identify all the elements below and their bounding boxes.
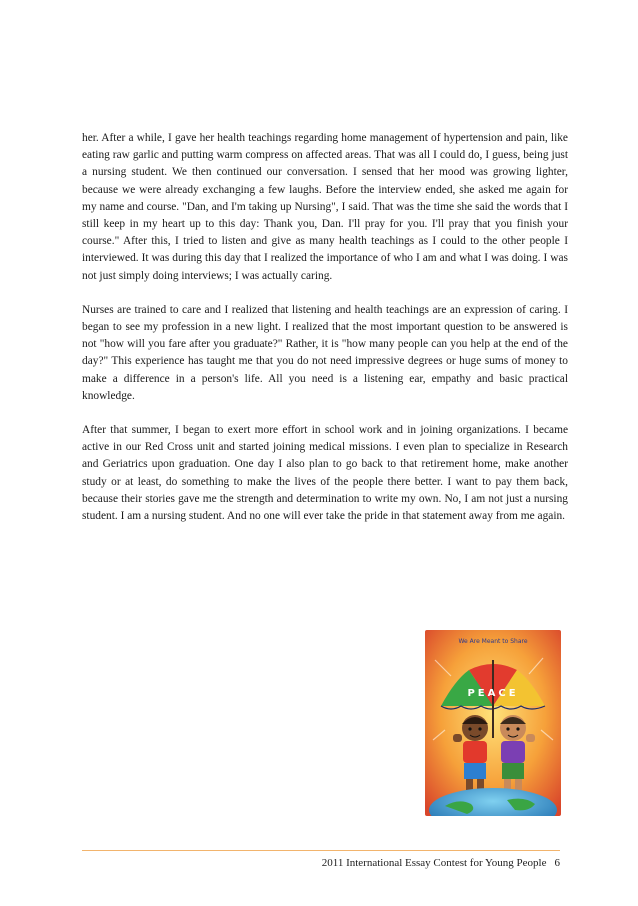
footer-title: 2011 International Essay Contest for Young People xyxy=(321,857,547,869)
essay-paragraph-2: Nurses are trained to care and I realized that listening and health teachings are an expression of caring. I began to see my profession in a new light. I realized that the most important question to be answered is not "how will you fare after you graduate?" Rather, it is "how many people can you help at the end of the day?" This experience has taught me that you do not need impressive degrees or huge sums of money to make a difference in a person's life. All you need is a listening ear, empathy and basic practical knowledge. xyxy=(82,303,568,402)
peace-illustration xyxy=(425,630,561,816)
essay-paragraph-1: her. After a while, I gave her health teachings regarding home management of hypertension and pain, like eating raw garlic and putting warm compress on affected areas. That was all I could do, I guess, being just a nursing student. We then continued our conversation. I sensed that her mood was growing lighter, because we were already exchanging a few laughs. Before the interview ended, she asked me again for my name and course. "Dan, and I'm taking up Nursing", I said. That was the time she said the words that I still keep in my heart up to this day: Thank you, Dan. I'll pray for you. I'll pray that you finish your course." After this, I tried to listen and give as many health teachings as I could to the other people I interviewed. It was during this day that I realized the importance of who I am and what I was doing. I was not just simply doing interviews; I was actually caring. xyxy=(82,132,568,282)
page-footer xyxy=(82,857,560,869)
illustration-caption: We Are Meant to Share xyxy=(458,638,528,645)
essay-paragraph-3: After that summer, I began to exert more effort in school work and in joining organizations. I became active in our Red Cross unit and started joining medical missions. I even plan to specialize in Research and Geriatrics upon graduation. One day I also plan to go back to that retirement home, make another study or at least, do something to make the lives of the people there better. I want to pay them back, because their stories gave me the strength and determination to write my own. No, I am not just a nursing student. I am a nursing student. And no one will ever take the pride in that statement away from me again. xyxy=(82,424,568,523)
page-number: 6 xyxy=(554,857,560,869)
footer-divider xyxy=(82,850,560,851)
essay-body xyxy=(82,130,568,542)
umbrella-word: PEACE xyxy=(467,688,519,699)
